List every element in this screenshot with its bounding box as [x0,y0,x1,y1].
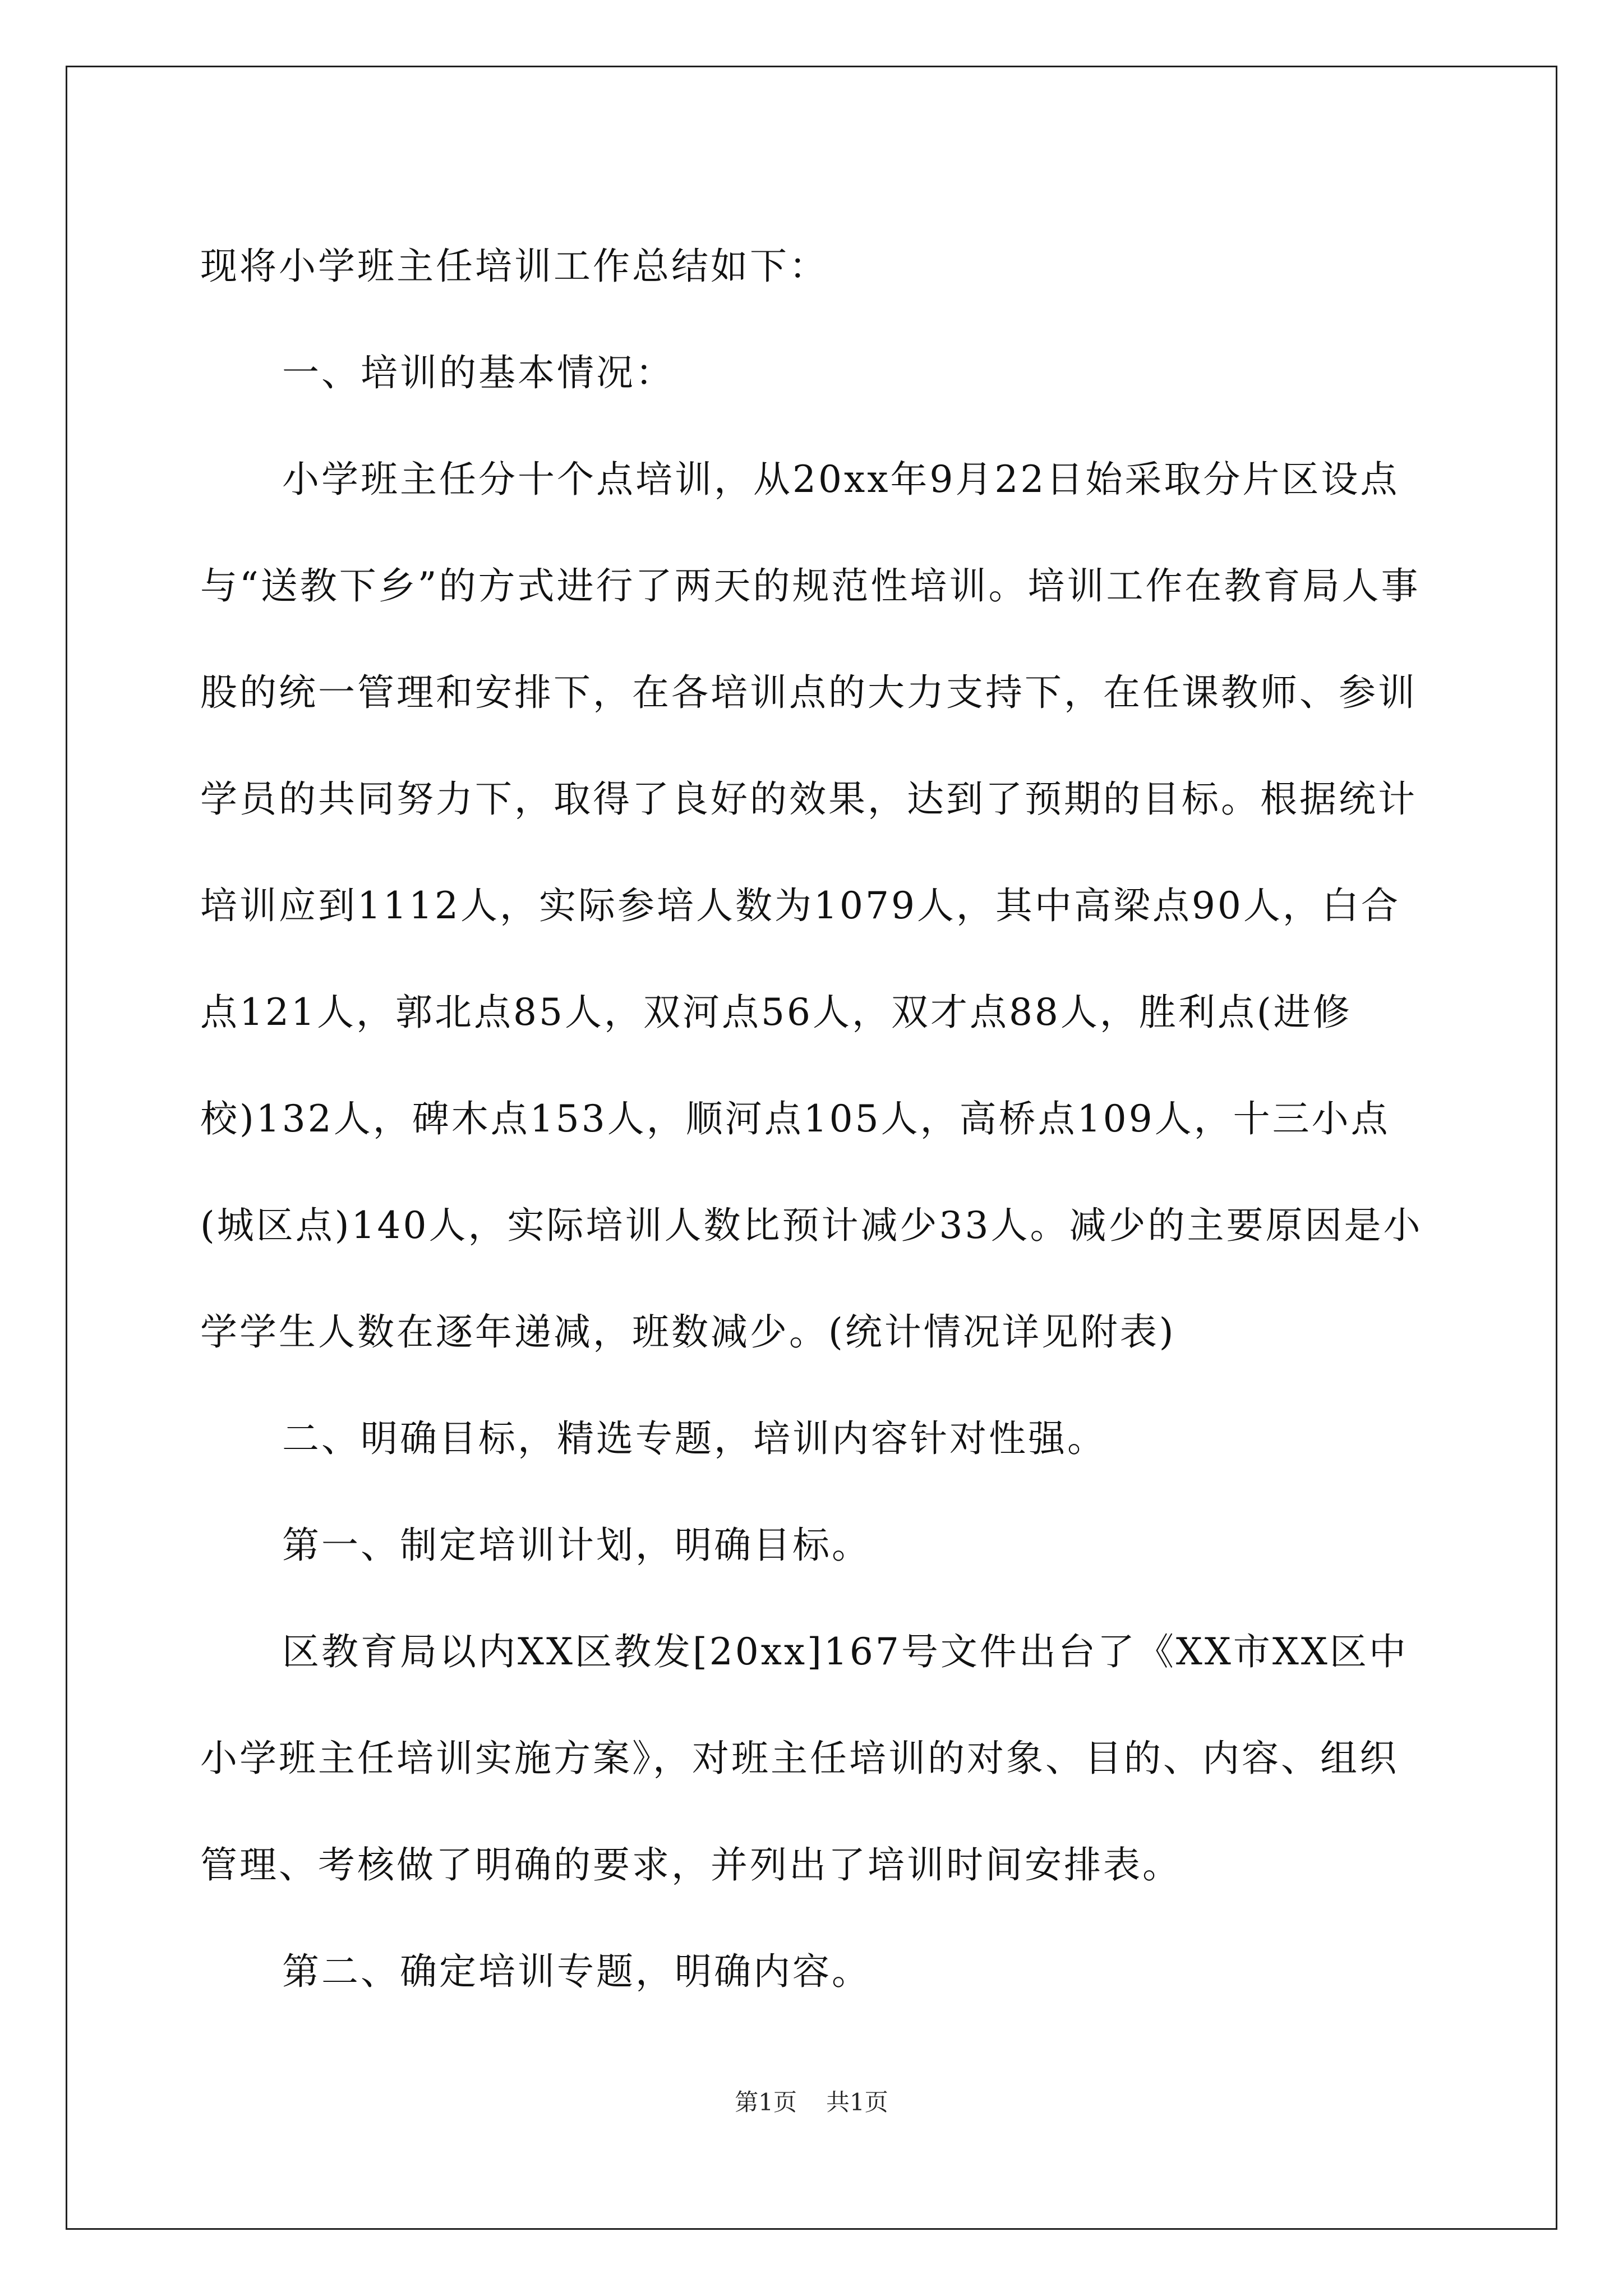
page-number-total: 共1页 [826,2088,888,2116]
heading-goals-topics: 二、明确目标，精选专题，培训内容针对性强。 [282,1417,1106,1460]
heading-basic-situation: 一、培训的基本情况： [282,351,675,394]
paragraph-training-details: 小学班主任分十个点培训，从20xx年9月22日始采取分片区设点与“送教下乡”的方式进行了两天的规范性培训。培训工作在教育局人事股的统一管理和安排下，在各培训点的大力支持下，在任课教师、参训学员的共同努力下，取得了良好的效果，达到了预期的目标。根据统计培训应到1112人，实际参培人数为1079人，其中高梁点90人，白合点121人，郭北点85人，双河点56人，双才点88人，胜利点(进修校)132人，碑木点153人，顺河点105人，高桥点109人，十三小点(城区点)140人，实际培训人数比预计减少33人。减少的主要原因是小学学生人数在逐年递减，班数减少。(统计情况详见附表) [200,458,1423,1354]
document-body [200,213,1434,2025]
subheading-training-plan: 第一、制定培训计划，明确目标。 [282,1524,871,1567]
page-number-current: 第1页 [735,2088,797,2116]
paragraph-intro: 现将小学班主任培训工作总结如下： [200,245,828,288]
paragraph-training-plan: 区教育局以内XX区教发[20xx]167号文件出台了《XX市XX区中小学班主任培训实施方案》，对班主任培训的对象、目的、内容、组织管理、考核做了明确的要求，并列出了培训时间安排表。 [200,1630,1408,1887]
subheading-training-topics: 第二、确定培训专题，明确内容。 [282,1950,871,1993]
page-footer [0,2084,1623,2118]
